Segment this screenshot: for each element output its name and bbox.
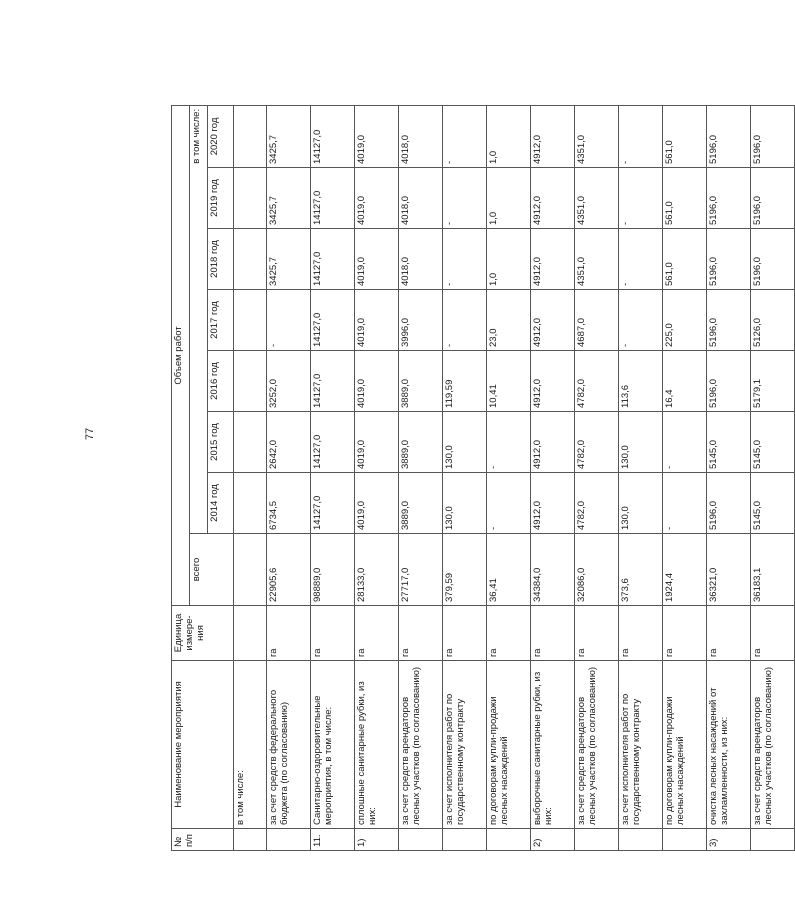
table-row — [487, 105, 531, 850]
row-number: 2) — [531, 829, 575, 851]
row-year-value: 4912,0 — [531, 473, 575, 534]
row-year-value: 3889,0 — [399, 351, 443, 412]
row-total: 36183,1 — [751, 534, 795, 606]
row-year-value: - — [619, 168, 663, 229]
row-year-value: 5196,0 — [707, 290, 751, 351]
table-row — [399, 105, 443, 850]
header-unit: Единица измере-ния — [172, 606, 234, 661]
table-row — [575, 105, 619, 850]
row-year-value: 5145,0 — [751, 473, 795, 534]
row-total: 27717,0 — [399, 534, 443, 606]
table-row — [707, 105, 751, 850]
table-row — [311, 105, 355, 850]
row-total: 1924,4 — [663, 534, 707, 606]
row-year-value: 4912,0 — [531, 412, 575, 473]
row-year-value: 5196,0 — [707, 105, 751, 167]
row-year-value: 5179,1 — [751, 351, 795, 412]
row-number — [234, 829, 267, 851]
row-unit — [234, 606, 267, 661]
row-number: 1) — [355, 829, 399, 851]
row-year-value: 2642,0 — [267, 412, 311, 473]
row-year-value: 4018,0 — [399, 105, 443, 167]
header-year: 2016 год — [208, 351, 234, 412]
row-year-value: 130,0 — [619, 473, 663, 534]
row-year-value: 119,59 — [443, 351, 487, 412]
work-volume-table — [171, 105, 795, 851]
row-year-value — [234, 229, 267, 290]
row-total: 36321,0 — [707, 534, 751, 606]
row-year-value: 5126,0 — [751, 290, 795, 351]
row-total: 373,6 — [619, 534, 663, 606]
row-name: очистка лесных насаждений от захламленности, из них: — [707, 661, 751, 829]
table-row — [619, 105, 663, 850]
row-year-value: - — [443, 105, 487, 167]
row-name: по договорам купли-продажи лесных насаждений — [663, 661, 707, 829]
row-total — [234, 534, 267, 606]
row-year-value: 4019,0 — [355, 229, 399, 290]
document-sheet — [171, 106, 774, 851]
header-year: 2019 год — [208, 168, 234, 229]
row-year-value: 561,0 — [663, 229, 707, 290]
row-year-value: 5196,0 — [707, 351, 751, 412]
header-total: всего — [190, 534, 234, 606]
table-row — [531, 105, 575, 850]
row-number: 3) — [707, 829, 751, 851]
row-year-value: 130,0 — [443, 412, 487, 473]
row-number — [487, 829, 531, 851]
row-unit: га — [575, 606, 619, 661]
row-unit: га — [355, 606, 399, 661]
row-name: за счет исполнителя работ по государственному контракту — [619, 661, 663, 829]
row-name: за счет исполнителя работ по государственному контракту — [443, 661, 487, 829]
row-year-value: 4019,0 — [355, 105, 399, 167]
row-year-value: 561,0 — [663, 168, 707, 229]
row-name: выборочные санитарные рубки, из них: — [531, 661, 575, 829]
row-year-value: 4019,0 — [355, 473, 399, 534]
row-number — [575, 829, 619, 851]
table-row — [267, 105, 311, 850]
row-year-value: 4019,0 — [355, 290, 399, 351]
row-year-value: 5196,0 — [707, 229, 751, 290]
row-year-value: 5196,0 — [751, 105, 795, 167]
row-year-value: 16,4 — [663, 351, 707, 412]
row-year-value — [234, 351, 267, 412]
row-year-value: - — [619, 105, 663, 167]
header-year: 2014 год — [208, 473, 234, 534]
header-year: 2020 год — [208, 105, 234, 167]
row-year-value: - — [267, 290, 311, 351]
row-name: сплошные санитарные рубки, из них: — [355, 661, 399, 829]
row-year-value: 14127,0 — [311, 290, 355, 351]
row-year-value: - — [619, 290, 663, 351]
row-year-value: 5145,0 — [751, 412, 795, 473]
row-unit: га — [707, 606, 751, 661]
row-name: Санитарно-оздоровительные мероприятия, в том числе: — [311, 661, 355, 829]
row-year-value: 4018,0 — [399, 168, 443, 229]
row-total: 36,41 — [487, 534, 531, 606]
row-unit: га — [663, 606, 707, 661]
row-total: 28133,0 — [355, 534, 399, 606]
row-year-value: 23,0 — [487, 290, 531, 351]
header-including: в том числе: — [190, 105, 208, 533]
row-year-value: - — [443, 168, 487, 229]
row-year-value: 4912,0 — [531, 168, 575, 229]
row-year-value: - — [443, 229, 487, 290]
row-number — [751, 829, 795, 851]
row-year-value: 10,41 — [487, 351, 531, 412]
row-year-value: 3252,0 — [267, 351, 311, 412]
header-volume: Объем работ — [172, 105, 190, 605]
row-unit: га — [443, 606, 487, 661]
table-row — [751, 105, 795, 850]
row-year-value: 4018,0 — [399, 229, 443, 290]
table-row — [355, 105, 399, 850]
row-year-value: 4019,0 — [355, 168, 399, 229]
row-year-value: 3996,0 — [399, 290, 443, 351]
row-unit: га — [619, 606, 663, 661]
row-year-value: 4912,0 — [531, 351, 575, 412]
row-name: по договорам купли-продажи лесных насаждений — [487, 661, 531, 829]
row-name: за счет средств арендаторов лесных участков (по согласованию) — [575, 661, 619, 829]
row-year-value: - — [487, 412, 531, 473]
row-year-value — [234, 290, 267, 351]
row-year-value: 4782,0 — [575, 473, 619, 534]
row-year-value — [234, 473, 267, 534]
header-name: Наименование мероприятия — [172, 661, 234, 829]
row-unit: га — [531, 606, 575, 661]
row-year-value: 4912,0 — [531, 229, 575, 290]
row-year-value: 14127,0 — [311, 168, 355, 229]
row-year-value: 14127,0 — [311, 412, 355, 473]
row-year-value: 113,6 — [619, 351, 663, 412]
row-total: 32086,0 — [575, 534, 619, 606]
row-year-value: 14127,0 — [311, 229, 355, 290]
row-unit: га — [751, 606, 795, 661]
row-total: 98889,0 — [311, 534, 355, 606]
row-year-value: 5196,0 — [707, 168, 751, 229]
row-name: в том числе: — [234, 661, 267, 829]
row-number — [663, 829, 707, 851]
row-year-value: 4019,0 — [355, 412, 399, 473]
row-year-value: 4019,0 — [355, 351, 399, 412]
row-number — [443, 829, 487, 851]
row-year-value: - — [619, 229, 663, 290]
row-year-value: 14127,0 — [311, 105, 355, 167]
row-number — [267, 829, 311, 851]
row-year-value: 4782,0 — [575, 412, 619, 473]
table-row — [663, 105, 707, 850]
row-unit: га — [487, 606, 531, 661]
row-total: 34384,0 — [531, 534, 575, 606]
row-year-value: - — [663, 473, 707, 534]
row-total: 379,59 — [443, 534, 487, 606]
row-year-value: 3889,0 — [399, 412, 443, 473]
row-year-value — [234, 105, 267, 167]
row-year-value: 4351,0 — [575, 105, 619, 167]
row-year-value: - — [663, 412, 707, 473]
table-body — [234, 105, 795, 850]
row-year-value: 4912,0 — [531, 105, 575, 167]
header-year: 2017 год — [208, 290, 234, 351]
page-number: 77 — [84, 427, 96, 440]
row-year-value: 5145,0 — [707, 412, 751, 473]
row-name: за счет средств федерального бюджета (по согласованию) — [267, 661, 311, 829]
row-year-value: 225,0 — [663, 290, 707, 351]
row-year-value: 3889,0 — [399, 473, 443, 534]
table-row — [234, 105, 267, 850]
row-number — [619, 829, 663, 851]
row-year-value: - — [487, 473, 531, 534]
row-name: за счет средств арендаторов лесных участков (по согласованию) — [751, 661, 795, 829]
row-total: 22905,6 — [267, 534, 311, 606]
row-unit: га — [311, 606, 355, 661]
row-year-value: 14127,0 — [311, 473, 355, 534]
row-year-value: 561,0 — [663, 105, 707, 167]
row-year-value: 14127,0 — [311, 351, 355, 412]
row-year-value: 6734,5 — [267, 473, 311, 534]
row-year-value: 3425,7 — [267, 229, 311, 290]
row-year-value — [234, 412, 267, 473]
row-year-value — [234, 168, 267, 229]
row-year-value: 4912,0 — [531, 290, 575, 351]
row-year-value: 3425,7 — [267, 105, 311, 167]
row-number — [399, 829, 443, 851]
row-year-value: 130,0 — [619, 412, 663, 473]
row-name: за счет средств арендаторов лесных участков (по согласованию) — [399, 661, 443, 829]
row-year-value: 1,0 — [487, 168, 531, 229]
row-year-value: 1,0 — [487, 105, 531, 167]
row-unit: га — [399, 606, 443, 661]
header-number: № п/п — [172, 829, 234, 851]
row-year-value: 4351,0 — [575, 229, 619, 290]
row-year-value: - — [443, 290, 487, 351]
row-year-value: 1,0 — [487, 229, 531, 290]
table-row — [443, 105, 487, 850]
row-year-value: 130,0 — [443, 473, 487, 534]
row-year-value: 4351,0 — [575, 168, 619, 229]
row-year-value: 4687,0 — [575, 290, 619, 351]
row-unit: га — [267, 606, 311, 661]
row-year-value: 5196,0 — [707, 473, 751, 534]
row-year-value: 5196,0 — [751, 168, 795, 229]
header-year: 2018 год — [208, 229, 234, 290]
row-year-value: 4782,0 — [575, 351, 619, 412]
header-year: 2015 год — [208, 412, 234, 473]
row-year-value: 3425,7 — [267, 168, 311, 229]
row-number: 11. — [311, 829, 355, 851]
row-year-value: 5196,0 — [751, 229, 795, 290]
